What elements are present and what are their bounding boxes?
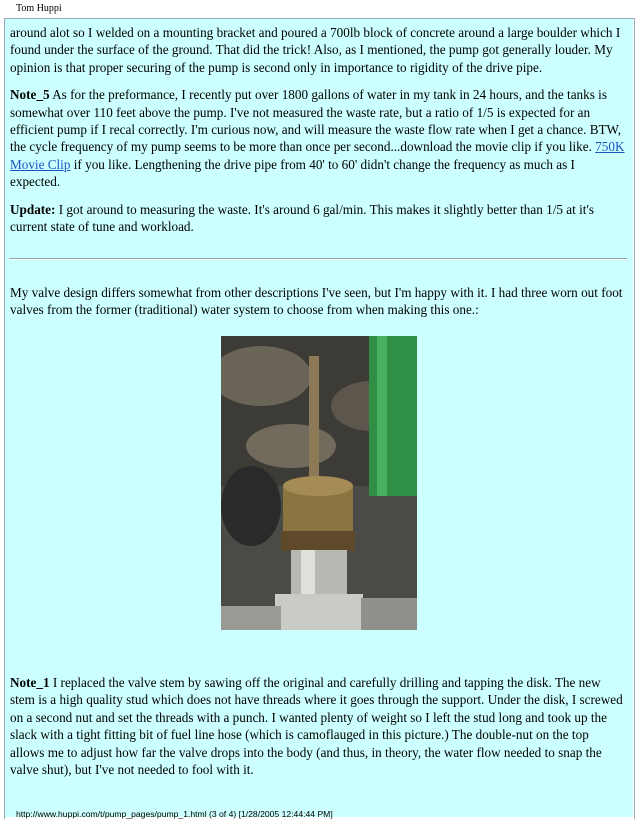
note5-text-b: if you like. Lengthening the drive pipe from 40' to 60' didn't change the frequency as much as I expected.	[10, 156, 575, 190]
content-column	[10, 24, 626, 245]
horizontal-divider	[9, 258, 627, 260]
movie-clip-link[interactable]: 750K Movie Clip	[10, 139, 625, 172]
running-header: Tom Huppi	[16, 3, 62, 14]
paragraph-concrete: around alot so I welded on a mounting bracket and poured a 700lb block of concrete around a large boulder which I found under the surface of the ground. That did the trick! Also, as I mentioned, the pump got generally louder. My opinion is that proper securing of the pump is second only in importance to rigidity of the drive pipe.	[10, 25, 621, 75]
paragraph-note1	[10, 674, 626, 778]
note5-label: Note_5	[10, 87, 50, 103]
note5-text-a: As for the preformance, I recently put over 1800 gallons of water in my tank in 24 hours, and the tanks is somewhat over 110 feet above the pump. I've not measured the waste rate, but a ratio of 1/5 is expected for an efficient pump if I recal correctly. I'm curious now, and will measure the waste flow rate when I get a chance. BTW, the cycle frequency of my pump seems to be more than once per second...download the movie clip if you like.	[10, 87, 622, 155]
note1-text: I replaced the valve stem by sawing off the original and carefully drilling and tapping the disk. The new stem is a high quality stud which does not have threads where it goes through the support. Under the disk, I screwed on a second nut and set the threads with a punch. I wanted plenty of weight so I left the stud long and took up the slack with a tight fitting bit of fuel line hose (which is camoflauged in this picture.) The double-nut on the top allows me to adjust how far the valve drops into the body (and thus, in theory, the water flow needed to snap the valve shut), but I've not needed to fool with it.	[10, 675, 623, 778]
page-footer-url: http://www.huppi.com/t/pump_pages/pump_1.html (3 of 4) [1/28/2005 12:44:44 PM]	[16, 809, 333, 819]
valve-photo	[221, 336, 417, 630]
paragraph-valve-intro: My valve design differs somewhat from other descriptions I've seen, but I'm happy with it. I had three worn out foot valves from the former (traditional) water system to choose from when making this one.:	[10, 285, 623, 318]
paragraph-note5	[10, 86, 626, 190]
paragraph-update	[10, 201, 626, 236]
update-text: I got around to measuring the waste. It's around 6 gal/min. This makes it slightly better than 1/5 at it's current state of tune and workload.	[10, 201, 594, 235]
note1-label: Note_1	[10, 675, 50, 690]
update-label: Update:	[10, 201, 56, 217]
main-content-area	[5, 19, 633, 817]
note1-section	[10, 674, 626, 778]
valve-section	[10, 284, 626, 319]
valve-photo-image	[221, 336, 417, 630]
